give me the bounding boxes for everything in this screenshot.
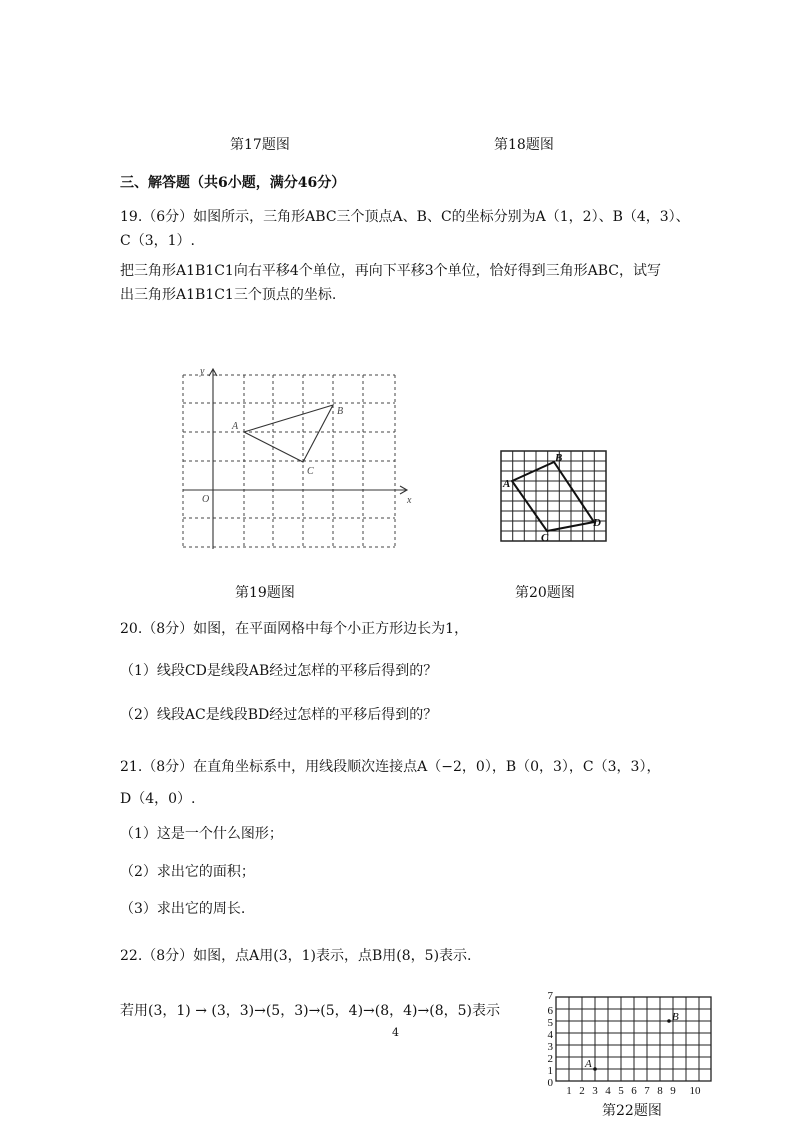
figure-19 (175, 365, 420, 555)
x-tick: 5 (618, 1085, 624, 1097)
x-tick: 1 (566, 1085, 572, 1097)
point-d-label: D (593, 517, 601, 529)
y-tick: 1 (547, 1065, 553, 1077)
x-tick: 4 (605, 1085, 611, 1097)
q22-stem: 22.（8分）如图，点A用(3，1)表示，点B用(8，5)表示. (120, 948, 472, 964)
q19-line2: C（3，1）. (120, 233, 195, 249)
figure-22 (540, 985, 720, 1097)
q20-stem: 20.（8分）如图，在平面网格中每个小正方形边长为1， (120, 621, 469, 637)
q21-line1: 21.（8分）在直角坐标系中，用线段顺次连接点A（−2，0），B（0，3），C（3，3）， (120, 759, 661, 775)
x-tick: 7 (644, 1085, 650, 1097)
point-a-label: A (503, 478, 511, 490)
q21-part1: （1）这是一个什么图形； (120, 826, 283, 842)
point-b-label: B (337, 406, 344, 417)
x-label: x (407, 495, 412, 506)
point-c-label: C (307, 466, 314, 477)
grid (556, 997, 711, 1081)
caption-fig20: 第20题图 (515, 585, 575, 601)
section-heading: 三、解答题（共6小题，满分46分） (120, 175, 346, 191)
q20-part1: （1）线段CD是线段AB经过怎样的平移后得到的？ (120, 663, 438, 679)
q22-path: 若用(3，1) → (3，3)→(5，3)→(5，4)→(8，4)→(8，5)表示 (120, 1003, 500, 1019)
y-tick: 0 (547, 1077, 553, 1089)
y-label: y (200, 366, 205, 377)
y-tick: 4 (547, 1029, 553, 1041)
caption-fig17: 第17题图 (230, 137, 290, 153)
q19-line4: 出三角形A1B1C1三个顶点的坐标. (120, 287, 337, 303)
y-tick: 7 (547, 990, 553, 1002)
point-c-label: C (541, 532, 549, 544)
x-tick: 8 (657, 1085, 663, 1097)
x-tick: 3 (592, 1085, 598, 1097)
y-tick: 5 (547, 1017, 553, 1029)
point-b-label: B (672, 1011, 679, 1023)
y-tick: 3 (547, 1041, 553, 1053)
point-b-label: B (555, 452, 563, 464)
q21-line2: D（4，0）. (120, 791, 196, 807)
caption-fig19: 第19题图 (235, 585, 295, 601)
q21-part3: （3）求出它的周长. (120, 901, 246, 917)
origin-label: O (202, 494, 210, 505)
triangle-abc (244, 405, 333, 462)
figure-20 (495, 445, 615, 550)
point-b (667, 1019, 671, 1023)
point-a (593, 1067, 597, 1071)
x-tick: 2 (579, 1085, 585, 1097)
q20-part2: （2）线段AC是线段BD经过怎样的平移后得到的？ (120, 707, 438, 723)
q19-line3: 把三角形A1B1C1向右平移4个单位，再向下平移3个单位，恰好得到三角形ABC，试写 (120, 263, 662, 279)
page-number: 4 (392, 1026, 399, 1039)
point-a-label: A (232, 421, 239, 432)
caption-fig22: 第22题图 (602, 1103, 662, 1119)
point-a-label: A (585, 1058, 592, 1070)
q19-line1: 19.（6分）如图所示，三角形ABC三个顶点A、B、C的坐标分别为A（1，2）、B（4，3）、 (120, 209, 690, 225)
caption-fig18: 第18题图 (494, 137, 554, 153)
q21-part2: （2）求出它的面积； (120, 864, 255, 880)
y-tick: 2 (547, 1053, 553, 1065)
x-tick: 6 (631, 1085, 637, 1097)
x-tick: 10 (689, 1085, 701, 1097)
x-tick: 9 (670, 1085, 676, 1097)
y-tick: 6 (547, 1005, 553, 1017)
